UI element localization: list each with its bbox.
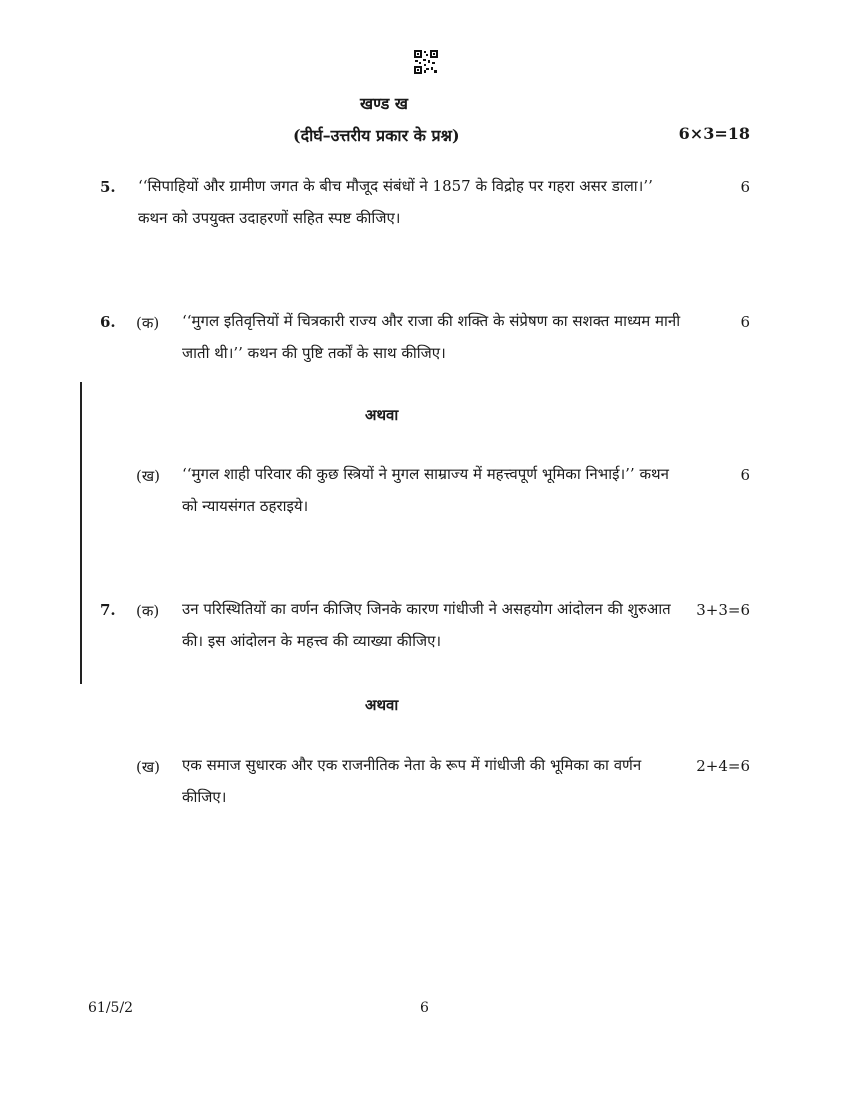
question-marks: 3+3=6 (696, 601, 750, 619)
question-number: 5. (100, 178, 116, 196)
or-label: अथवा (365, 406, 399, 424)
qr-code-icon (414, 50, 438, 74)
option-label: (ख) (136, 758, 160, 776)
question-text: ‘‘मुगल शाही परिवार की कुछ स्त्रियों ने मुगल साम्राज्य में महत्त्वपूर्ण भूमिका निभाई।’’ कथन को न्यायसंगत ठहराइये। (182, 465, 669, 515)
question-text: एक समाज सुधारक और एक राजनीतिक नेता के रूप में गांधीजी की भूमिका का वर्णन कीजिए। (182, 756, 642, 806)
paper-code: 61/5/2 (88, 1000, 134, 1016)
question-marks: 6 (740, 178, 750, 196)
section-subtitle: (दीर्घ–उत्तरीय प्रकार के प्रश्न) (293, 126, 460, 145)
question-number: 7. (100, 601, 116, 619)
option-label: (क) (136, 314, 160, 332)
question-text: ‘‘मुगल इतिवृत्तियों में चित्रकारी राज्य और राजा की शक्ति के संप्रेषण का सशक्त माध्यम मानी जाती थी।’’ कथन की पुष्टि तर्कों के साथ कीजिए। (182, 312, 681, 362)
question-text: ‘‘सिपाहियों और ग्रामीण जगत के बीच मौजूद संबंधों ने 1857 के विद्रोह पर गहरा असर डाला।’’ कथन को उपयुक्त उदाहरणों सहित स्पष्ट कीजिए। (138, 177, 653, 227)
question-text: उन परिस्थितियों का वर्णन कीजिए जिनके कारण गांधीजी ने असहयोग आंदोलन की शुरुआत की। इस आंदोलन के महत्त्व की व्याख्या कीजिए। (182, 600, 671, 650)
option-label: (क) (136, 602, 160, 620)
section-marks: 6×3=18 (678, 124, 750, 143)
option-label: (ख) (136, 467, 160, 485)
question-number: 6. (100, 313, 116, 331)
section-title: खण्ड ख (360, 94, 408, 113)
question-marks: 6 (740, 313, 750, 331)
or-label: अथवा (365, 696, 399, 714)
question-marks: 6 (740, 466, 750, 484)
question-marks: 2+4=6 (696, 757, 750, 775)
page-number: 6 (420, 1000, 429, 1016)
margin-line (80, 382, 82, 684)
